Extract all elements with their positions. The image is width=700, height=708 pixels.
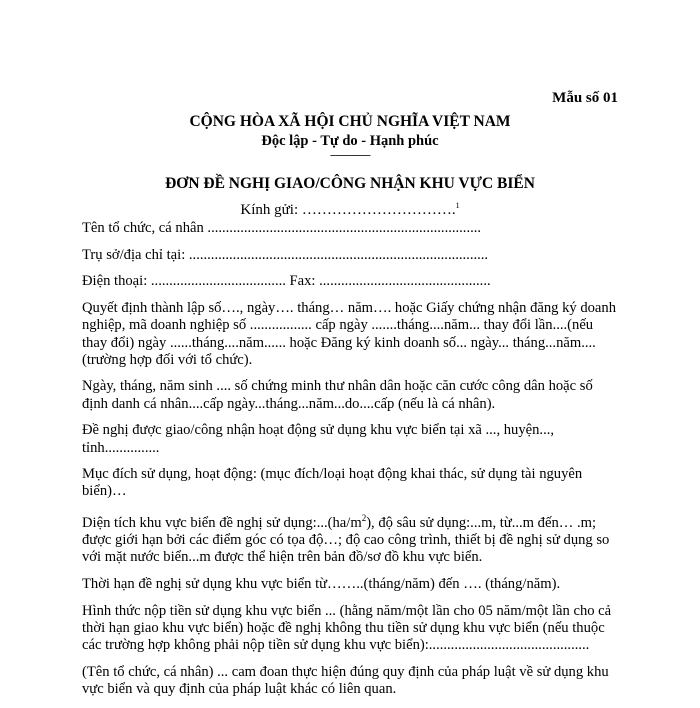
header-rule: --------------- bbox=[330, 149, 370, 161]
org-name-field: Tên tổ chức, cá nhân ........................................................................... bbox=[82, 220, 482, 236]
phone-fax-field: Điện thoại: ..................................... Fax: ............................................... bbox=[82, 273, 491, 290]
commitment-paragraph: (Tên tổ chức, cá nhân) ... cam đoan thực hiện đúng quy định của pháp luật về sử dụng khu vực biển và quy định của pháp luật khác có liên quan. bbox=[82, 663, 609, 698]
decision-paragraph: Quyết định thành lập số…., ngày…. tháng… năm…. hoặc Giấy chứng nhận đăng ký doanh nghiệp, mã doanh nghiệp số ................. cấp ngày .......tháng....năm... thay đổi lần....(nếu thay đổi) ngày ......tháng....năm...... hoặc Đăng ký kinh doanh số... ngày... tháng...năm.... (trường hợp đối với tổ chức). bbox=[82, 300, 616, 368]
footnote-marker: 1 bbox=[455, 201, 460, 210]
document-title: ĐƠN ĐỀ NGHỊ GIAO/CÔNG NHẬN KHU VỰC BIỂN bbox=[165, 175, 535, 192]
national-title: CỘNG HÒA XÃ HỘI CHỦ NGHĨA VIỆT NAM bbox=[189, 113, 511, 130]
duration-paragraph: Thời hạn đề nghị sử dụng khu vực biển từ……..(tháng/năm) đến …. (tháng/năm). bbox=[82, 576, 561, 593]
area-paragraph bbox=[82, 510, 620, 566]
request-paragraph: Đề nghị được giao/công nhận hoạt động sử dụng khu vực biển tại xã ..., huyện..., tỉnh............... bbox=[82, 422, 555, 456]
form-number: Mẫu số 01 bbox=[552, 90, 618, 106]
personal-info-paragraph: Ngày, tháng, năm sinh .... số chứng minh thư nhân dân hoặc căn cước công dân hoặc số định danh cá nhân....cấp ngày...tháng...năm...do....cấp (nếu là cá nhân). bbox=[82, 378, 593, 412]
area-text-start: Diện tích khu vực biển đề nghị sử dụng:...(ha/m bbox=[82, 515, 362, 531]
area-superscript: 2 bbox=[361, 513, 367, 524]
national-motto: Độc lập - Tự do - Hạnh phúc bbox=[261, 133, 439, 149]
area-text-end: ), độ sâu sử dụng:...m, từ...m đến… .m; được giới hạn bởi các điểm góc có tọa độ…; độ cao công trình, thiết bị đề nghị sử dụng so với mặt nước biển...m được thể hiện trên bản đồ/sơ đồ khu vực biển. bbox=[82, 515, 610, 566]
document-header bbox=[0, 112, 700, 220]
purpose-paragraph: Mục đích sử dụng, hoạt động: (mục đích/loại hoạt động khai thác, sử dụng tài nguyên biển)… bbox=[82, 466, 583, 500]
payment-paragraph: Hình thức nộp tiền sử dụng khu vực biển ... (hằng năm/một lần cho 05 năm/một lần cho cả thời hạn giao khu vực biển) hoặc đề nghị không thu tiền sử dụng khu vực biển (nếu thuộc các trường hợp không phải nộp tiền sử dụng khu vực biển):............................................ bbox=[82, 602, 612, 654]
document-body bbox=[82, 220, 620, 708]
address-field: Trụ sở/địa chỉ tại: .................................................................................. bbox=[82, 246, 489, 263]
recipient-line bbox=[0, 196, 700, 220]
recipient-text: Kính gửi: …………………………. bbox=[240, 202, 456, 218]
